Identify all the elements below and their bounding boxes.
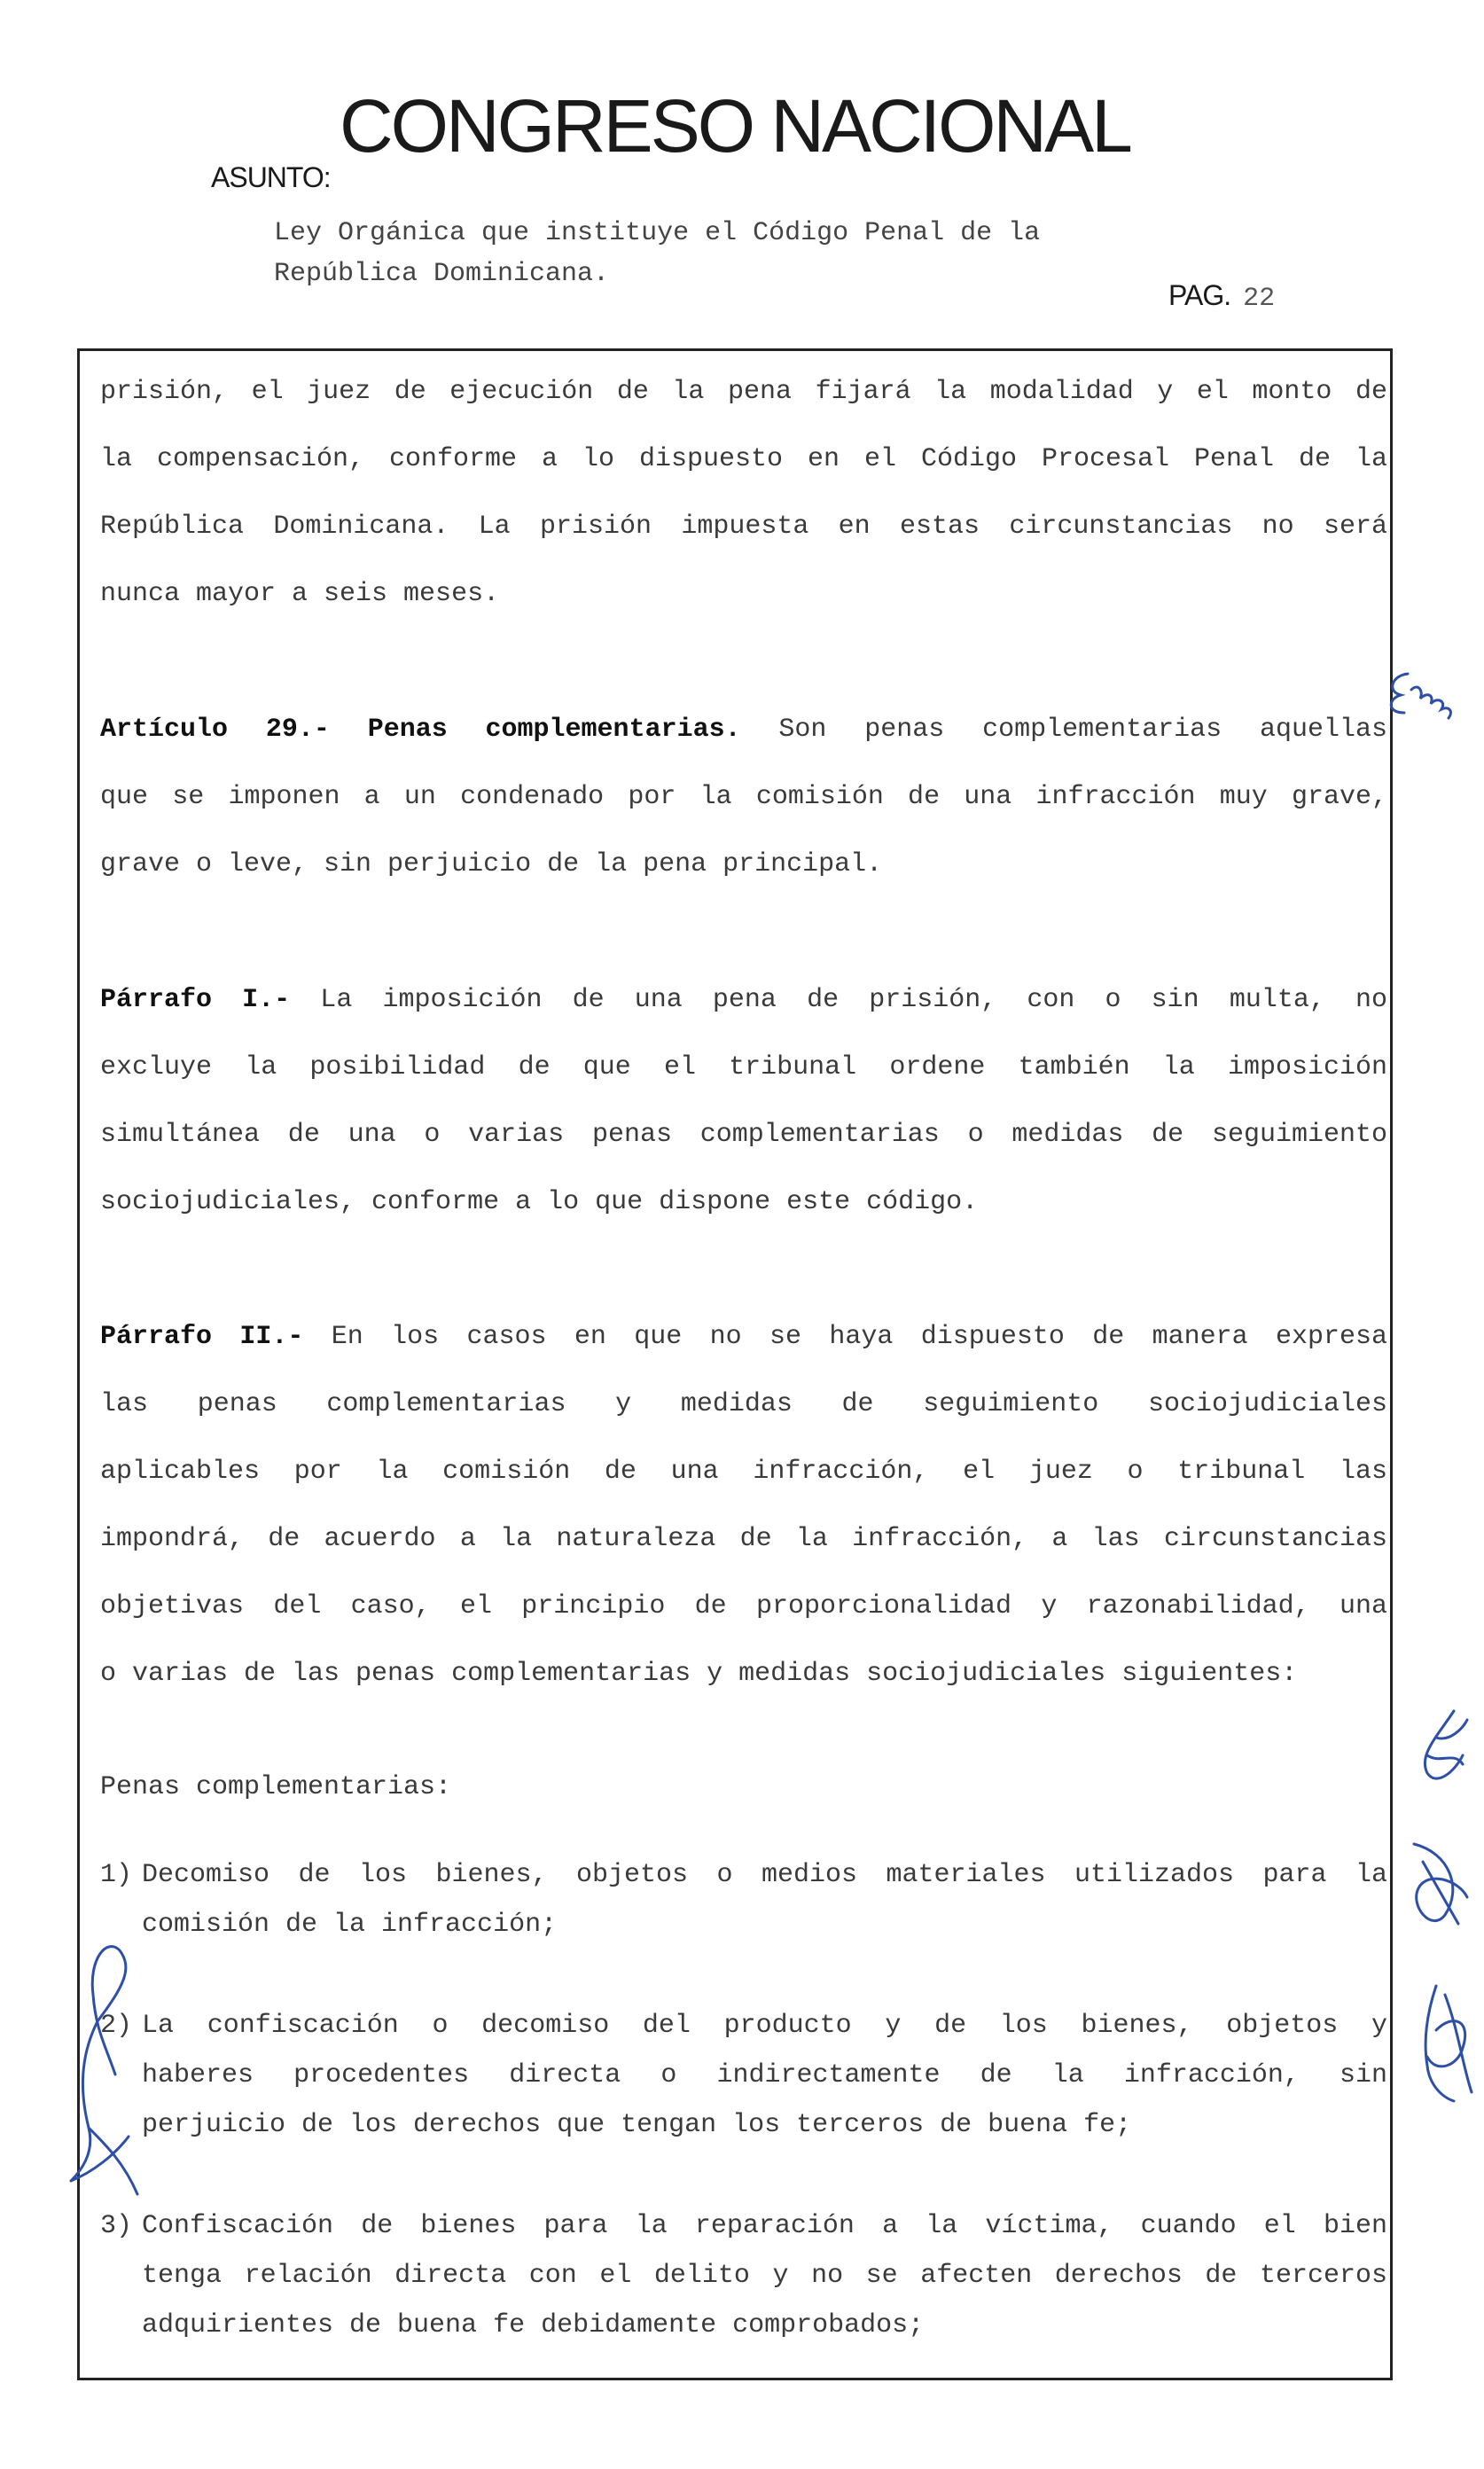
article-text: Son penas complementarias aquellas	[740, 715, 1387, 745]
text-line: aplicables por la comisión de una infracción, el juez o tribunal las	[100, 1457, 1387, 1487]
article-heading: Artículo 29.- Penas complementarias.	[100, 715, 741, 745]
list-item	[100, 1850, 1387, 1949]
parrafo-2	[100, 1303, 1387, 1707]
item-text	[142, 2001, 1387, 2150]
handwritten-margin-mark-icon	[53, 1915, 151, 2207]
parrafo-1	[100, 966, 1387, 1236]
item-number: 1)	[100, 1860, 133, 1890]
list-heading	[100, 1754, 1387, 1821]
text-line: nunca mayor a seis meses.	[100, 579, 500, 609]
text-line: Confiscación de bienes para la reparación a la víctima, cuando el bien	[142, 2211, 1387, 2241]
text-line: que se imponen a un condenado por la comisión de una infracción muy grave,	[100, 782, 1387, 812]
parrafo-text: En los casos en que no se haya dispuesto de manera expresa	[303, 1322, 1387, 1352]
page-number: 22	[1243, 284, 1276, 314]
text-line: perjuicio de los derechos que tengan los terceros de buena fe;	[142, 2110, 1132, 2140]
signature-stroke	[1414, 1844, 1467, 1924]
text-line: sociojudiciales, conforme a lo que dispone este código.	[100, 1187, 979, 1217]
text-line: tenga relación directa con el delito y no se afecten derechos de terceros	[142, 2261, 1387, 2291]
text-line: prisión, el juez de ejecución de la pena fijará la modalidad y el monto de	[100, 377, 1387, 407]
text-line: República Dominicana. La prisión impuesta en estas circunstancias no será	[100, 512, 1387, 542]
text-line	[100, 966, 1387, 1034]
subject-line: Ley Orgánica que instituye el Código Penal de la	[274, 218, 1041, 248]
item-number: 2)	[100, 2011, 133, 2041]
text-line: haberes procedentes directa o indirectamente de la infracción, sin	[142, 2060, 1387, 2090]
text-line: impondrá, de acuerdo a la naturaleza de la infracción, a las circunstancias	[100, 1524, 1387, 1554]
text-line: La confiscación o decomiso del producto y de los bienes, objetos y	[142, 2011, 1387, 2041]
text-line: o varias de las penas complementarias y medidas sociojudiciales siguientes:	[100, 1659, 1298, 1689]
handwritten-signature-icon	[1401, 1702, 1480, 1809]
article-29	[100, 696, 1387, 898]
parrafo-heading: Párrafo II.-	[100, 1322, 304, 1352]
item-number: 3)	[100, 2211, 133, 2241]
item-text	[142, 2201, 1387, 2350]
signature-stroke	[1425, 1711, 1467, 1778]
text-line: Decomiso de los bienes, objetos o medios materiales utilizados para la	[142, 1860, 1387, 1890]
text-line: objetivas del caso, el principio de proporcionalidad y razonabilidad, una	[100, 1591, 1387, 1621]
page-indicator	[1168, 279, 1275, 314]
text-line: comisión de la infracción;	[142, 1910, 558, 1940]
text-line: grave o leve, sin perjuicio de la pena principal.	[100, 849, 883, 879]
document-title: CONGRESO NACIONAL	[340, 84, 1130, 168]
subject-text	[274, 213, 1040, 294]
text-line: simultánea de una o varias penas complementarias o medidas de seguimiento	[100, 1120, 1387, 1150]
list-item	[100, 2001, 1387, 2150]
handwritten-signature-icon	[1396, 1826, 1476, 1942]
text-line	[100, 1303, 1387, 1371]
text-line: Penas complementarias:	[100, 1772, 452, 1802]
handwritten-signature-icon	[1410, 1977, 1480, 2110]
text-line: adquirientes de buena fe debidamente comprobados;	[142, 2310, 925, 2340]
text-line: las penas complementarias y medidas de seguimiento sociojudiciales	[100, 1389, 1387, 1419]
text-line: excluye la posibilidad de que el tribunal ordene también la imposición	[100, 1052, 1387, 1082]
paragraph-continuation	[100, 358, 1387, 628]
margin-mark-stroke	[71, 1947, 137, 2194]
text-line: la compensación, conforme a lo dispuesto en el Código Procesal Penal de la	[100, 444, 1387, 474]
initials-stroke	[1391, 674, 1450, 718]
parrafo-heading: Párrafo I.-	[100, 985, 291, 1015]
item-text	[142, 1850, 1387, 1949]
subject-line: República Dominicana.	[274, 259, 610, 289]
signature-stroke	[1425, 1986, 1472, 2101]
asunto-label: ASUNTO:	[211, 161, 331, 193]
pag-label: PAG.	[1168, 279, 1231, 311]
handwritten-initials-icon	[1374, 656, 1463, 736]
text-line	[100, 696, 1387, 763]
list-item	[100, 2201, 1387, 2350]
parrafo-text: La imposición de una pena de prisión, con o sin multa, no	[290, 985, 1387, 1015]
